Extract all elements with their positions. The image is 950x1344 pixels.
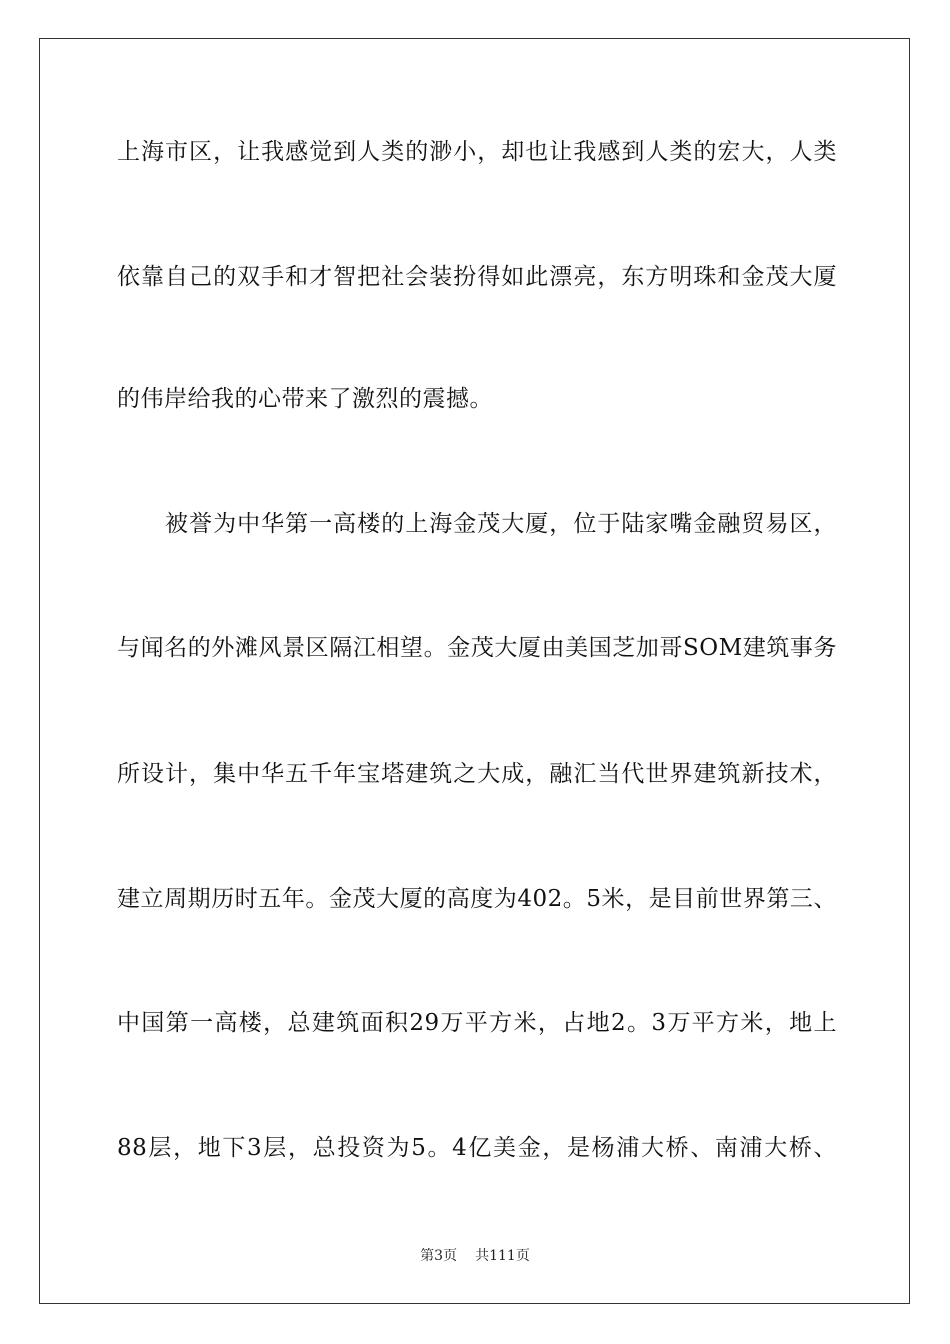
text-line-6: 所设计，集中华五千年宝塔建筑之大成，融汇当代世界建筑新技术， [117,761,837,787]
page-number: 第3页 [420,1248,458,1264]
text-line-8: 中国第一高楼，总建筑面积29万平方米，占地2。3万平方米，地上 [117,1010,837,1036]
page-border [39,38,910,1304]
text-line-4: 被誉为中华第一高楼的上海金茂大厦，位于陆家嘴金融贸易区， [117,511,837,537]
text-line-5: 与闻名的外滩风景区隔江相望。金茂大厦由美国芝加哥SOM建筑事务 [117,635,837,661]
text-line-1: 上海市区，让我感觉到人类的渺小，却也让我感到人类的宏大，人类 [117,139,837,165]
total-pages: 共111页 [475,1248,530,1264]
text-line-9: 88层，地下3层，总投资为5。4亿美金，是杨浦大桥、南浦大桥、 [117,1135,837,1161]
text-line-2: 依靠自己的双手和才智把社会装扮得如此漂亮，东方明珠和金茂大厦 [117,264,837,290]
text-line-3: 的伟岸给我的心带来了激烈的震撼。 [117,386,493,412]
page-footer [0,1246,950,1266]
text-line-7: 建立周期历时五年。金茂大厦的高度为402。5米，是目前世界第三、 [117,886,837,912]
